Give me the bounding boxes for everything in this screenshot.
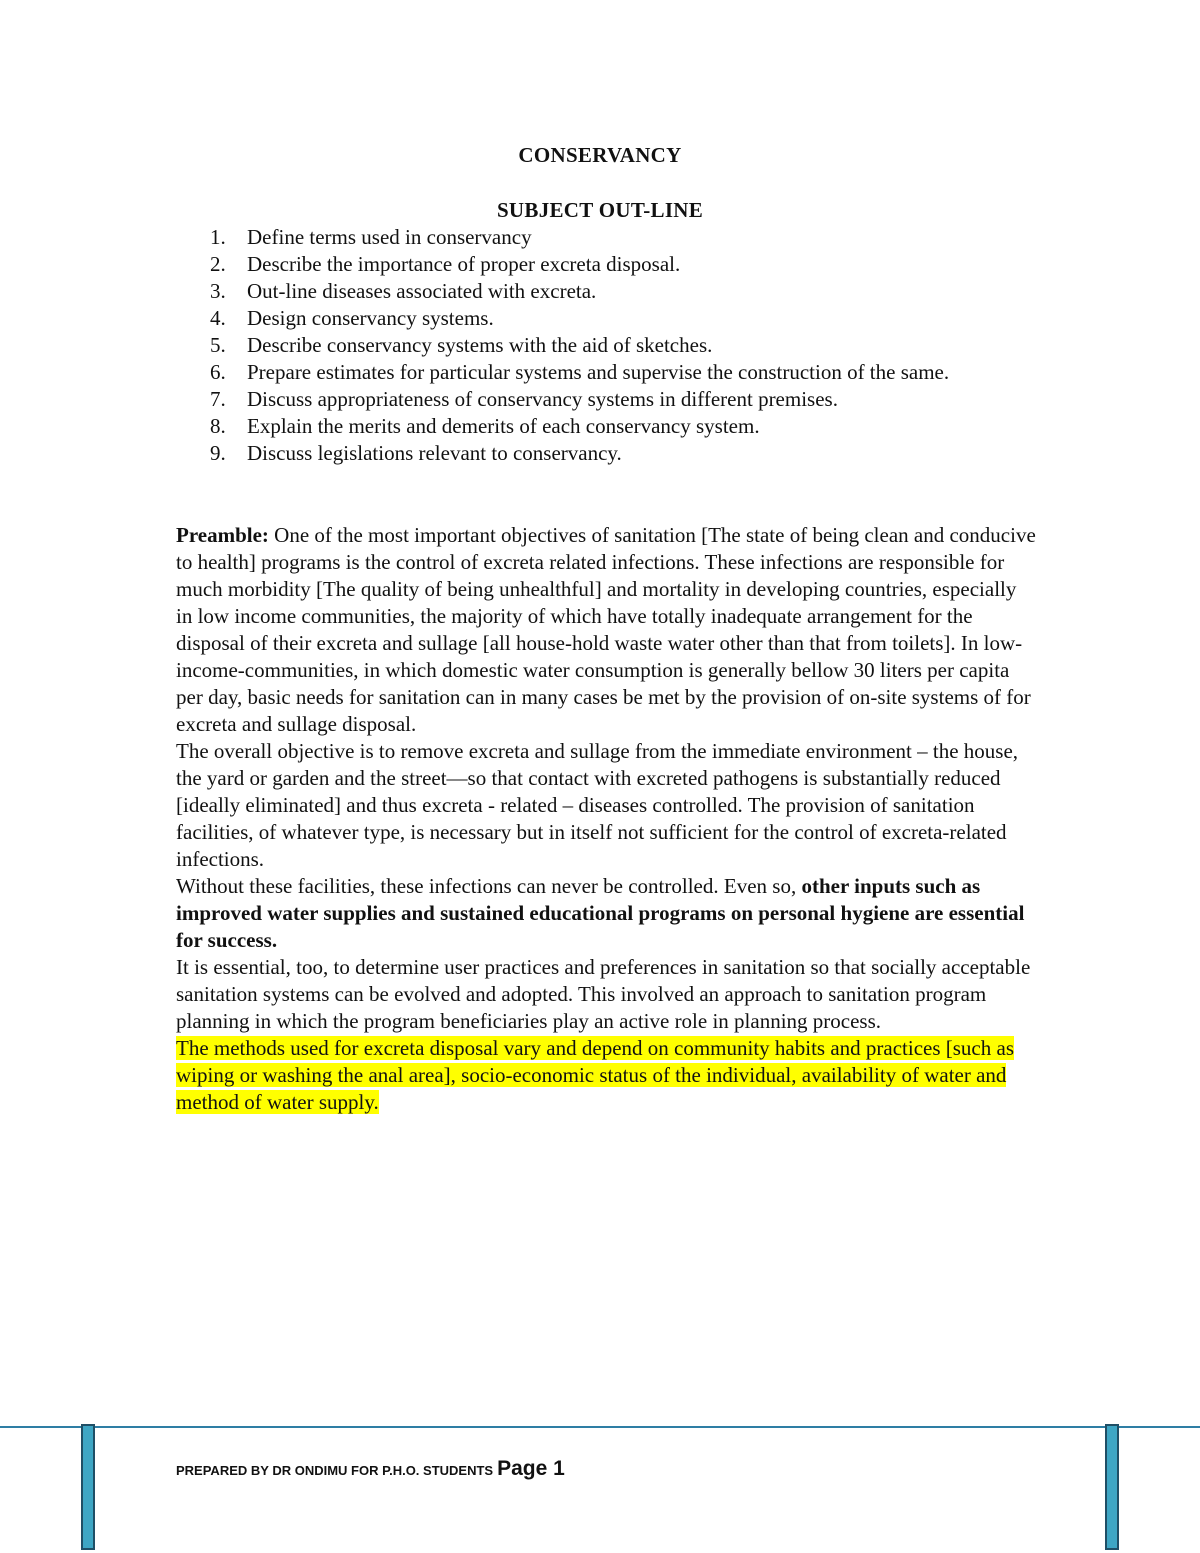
footer [176,1457,565,1481]
body-text [176,522,1036,1116]
preamble-text: One of the most important objectives of sanitation [The state of being clean and conducive to health] programs is the control of excreta related infections. These infections are responsible for much morbidity [The quality of being unhealthful] and mortality in developing countries, especially in low income communities, the majority of which have totally inadequate arrangement for the disposal of their excreta and sullage [all house-hold waste water other than that from toilets]. In low-income-communities, in which domestic water consumption is generally bellow 30 liters per capita per day, basic needs for sanitation can in many cases be met by the provision of on-site systems of for excreta and sullage disposal. [176,523,1036,736]
list-item [176,224,996,251]
list-item-number: 8. [210,414,226,438]
list-item-number: 5. [210,333,226,357]
facilities-emphasis: other inputs such as improved water supplies and sustained educational programs on personal hygiene are essential for success. [176,874,1025,952]
list-item [176,359,996,386]
list-item-text: Discuss appropriateness of conservancy systems in different premises. [247,387,838,411]
list-item-text: Design conservancy systems. [247,306,494,330]
methods-paragraph [176,1035,1036,1116]
list-item-text: Define terms used in conservancy [247,225,532,249]
list-item [176,332,996,359]
list-item-number: 6. [210,360,226,384]
list-item [176,386,996,413]
footer-rule [0,1426,1200,1428]
list-item-text: Out-line diseases associated with excreta. [247,279,597,303]
user-practices-paragraph: It is essential, too, to determine user practices and preferences in sanitation so that socially acceptable sanitation systems can be evolved and adopted. This involved an approach to sanitation program planning in which the program beneficiaries play an active role in planning process. [176,955,1031,1033]
facilities-paragraph [176,873,1036,954]
list-item-text: Explain the merits and demerits of each conservancy system. [247,414,760,438]
list-item [176,413,996,440]
page-title: CONSERVANCY [518,143,682,167]
facilities-text: Without these facilities, these infections can never be controlled. Even so, [176,874,802,898]
list-item-text: Describe the importance of proper excreta disposal. [247,252,681,276]
list-item [176,251,996,278]
list-item-number: 4. [210,306,226,330]
footer-bar-left [81,1424,95,1550]
page-number: Page 1 [497,1457,565,1480]
footer-prepared-by: PREPARED BY DR ONDIMU FOR P.H.O. STUDENTS [176,1463,494,1478]
list-item [176,305,996,332]
outline-list [176,224,996,467]
highlighted-text: The methods used for excreta disposal vary and depend on community habits and practices [such as wiping or washing the anal area], socio-economic status of the individual, availability of water and method of water supply. [176,1036,1015,1114]
list-item-text: Discuss legislations relevant to conservancy. [247,441,622,465]
list-item [176,440,996,467]
list-item-number: 9. [210,441,226,465]
preamble-paragraph [176,522,1036,738]
preamble-label: Preamble: [176,523,269,547]
list-item-number: 3. [210,279,226,303]
list-item-text: Describe conservancy systems with the aid of sketches. [247,333,713,357]
list-item-number: 2. [210,252,226,276]
list-item-number: 7. [210,387,226,411]
objective-paragraph: The overall objective is to remove excreta and sullage from the immediate environment – the house, the yard or garden and the street—so that contact with excreted pathogens is substantially reduced [ideally eliminated] and thus excreta - related – diseases controlled. The provision of sanitation facilities, of whatever type, is necessary but in itself not sufficient for the control of excreta-related infections. [176,739,1019,871]
footer-bar-right [1105,1424,1119,1550]
list-item-number: 1. [210,225,226,249]
list-item [176,278,996,305]
list-item-text: Prepare estimates for particular systems and supervise the construction of the same. [247,360,950,384]
subject-outline-heading: SUBJECT OUT-LINE [496,198,704,222]
